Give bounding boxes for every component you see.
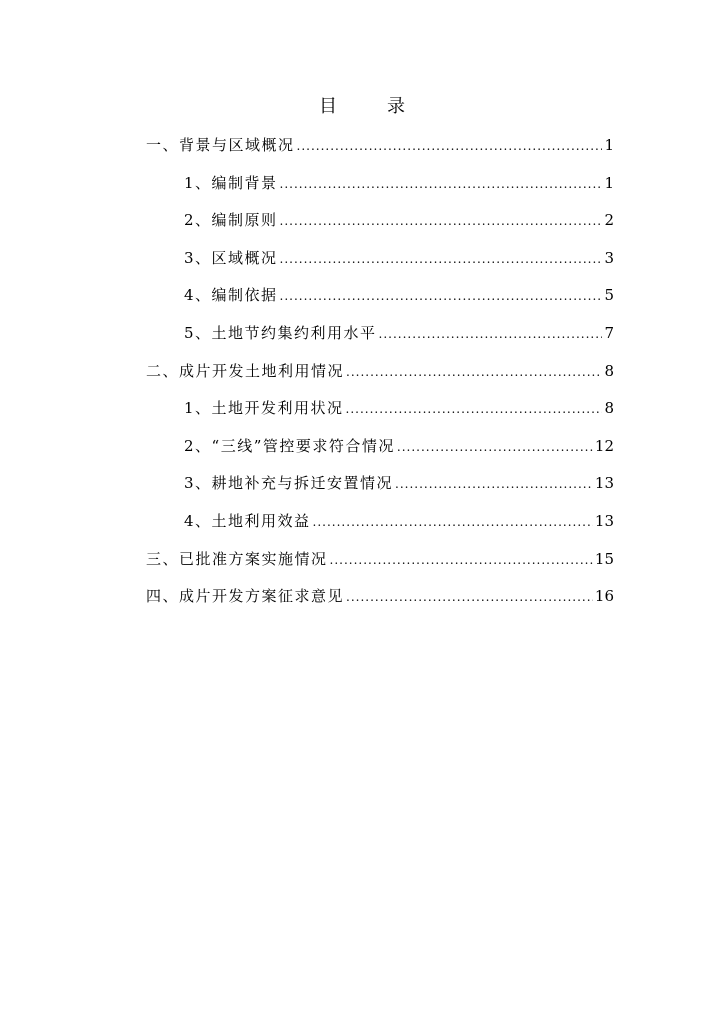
toc-entry[interactable]	[146, 435, 614, 473]
toc-entry-label: 5、土地节约集约利用水平	[184, 323, 377, 342]
toc-entry-label: 4、编制依据	[184, 286, 278, 305]
dot-leader	[297, 135, 603, 157]
dot-leader	[313, 511, 593, 533]
toc-entry-page: 1	[604, 173, 614, 192]
toc-entry-page: 2	[604, 211, 614, 230]
toc-entry-page: 7	[604, 323, 614, 342]
dot-leader	[395, 473, 593, 495]
toc-entry-label: 3、耕地补充与拆迁安置情况	[184, 474, 394, 493]
toc-entry[interactable]	[146, 284, 614, 322]
toc-entry-page: 3	[604, 248, 614, 267]
toc-entry[interactable]	[146, 585, 614, 623]
toc-entry[interactable]	[146, 397, 614, 435]
toc-entry-label: 4、土地利用效益	[184, 511, 311, 530]
toc-entry[interactable]	[146, 472, 614, 510]
toc-entry[interactable]	[146, 172, 614, 210]
dot-leader	[330, 549, 593, 571]
dot-leader	[280, 173, 603, 195]
toc-entry[interactable]	[146, 134, 614, 172]
toc-entry[interactable]	[146, 360, 614, 398]
toc-list	[146, 134, 614, 623]
toc-entry-label: 三、已批准方案实施情况	[146, 549, 328, 568]
dot-leader	[346, 361, 602, 383]
toc-title: 目 录	[319, 96, 421, 117]
toc-entry[interactable]	[146, 322, 614, 360]
toc-entry-page: 16	[594, 587, 614, 606]
dot-leader	[379, 323, 603, 345]
toc-entry-page: 8	[604, 399, 614, 418]
dot-leader	[280, 285, 603, 307]
toc-entry-page: 12	[594, 436, 614, 455]
toc-entry-label: 四、成片开发方案征求意见	[146, 587, 345, 606]
toc-entry-page: 5	[604, 286, 614, 305]
dot-leader	[280, 210, 603, 232]
toc-entry[interactable]	[146, 247, 614, 285]
toc-entry-page: 1	[604, 136, 614, 154]
toc-entry-label: 一、背景与区域概况	[146, 136, 295, 154]
dot-leader	[280, 248, 603, 270]
toc-entry-label: 1、土地开发利用状况	[184, 399, 344, 418]
toc-entry-label: 1、编制背景	[184, 173, 278, 192]
toc-entry[interactable]	[146, 548, 614, 586]
toc-entry[interactable]	[146, 510, 614, 548]
toc-entry-page: 13	[594, 511, 614, 530]
toc-entry[interactable]	[146, 209, 614, 247]
toc-entry-page: 15	[594, 549, 614, 568]
dot-leader	[397, 436, 593, 458]
dot-leader	[346, 586, 593, 608]
toc-entry-page: 13	[594, 474, 614, 493]
toc-entry-label: 2、编制原则	[184, 211, 278, 230]
dot-leader	[346, 398, 603, 420]
toc-entry-label: 3、区域概况	[184, 248, 278, 267]
toc-entry-page: 8	[604, 361, 614, 380]
toc-entry-label: 二、成片开发土地利用情况	[146, 361, 345, 380]
toc-entry-label: 2、“三线”管控要求符合情况	[184, 436, 395, 455]
